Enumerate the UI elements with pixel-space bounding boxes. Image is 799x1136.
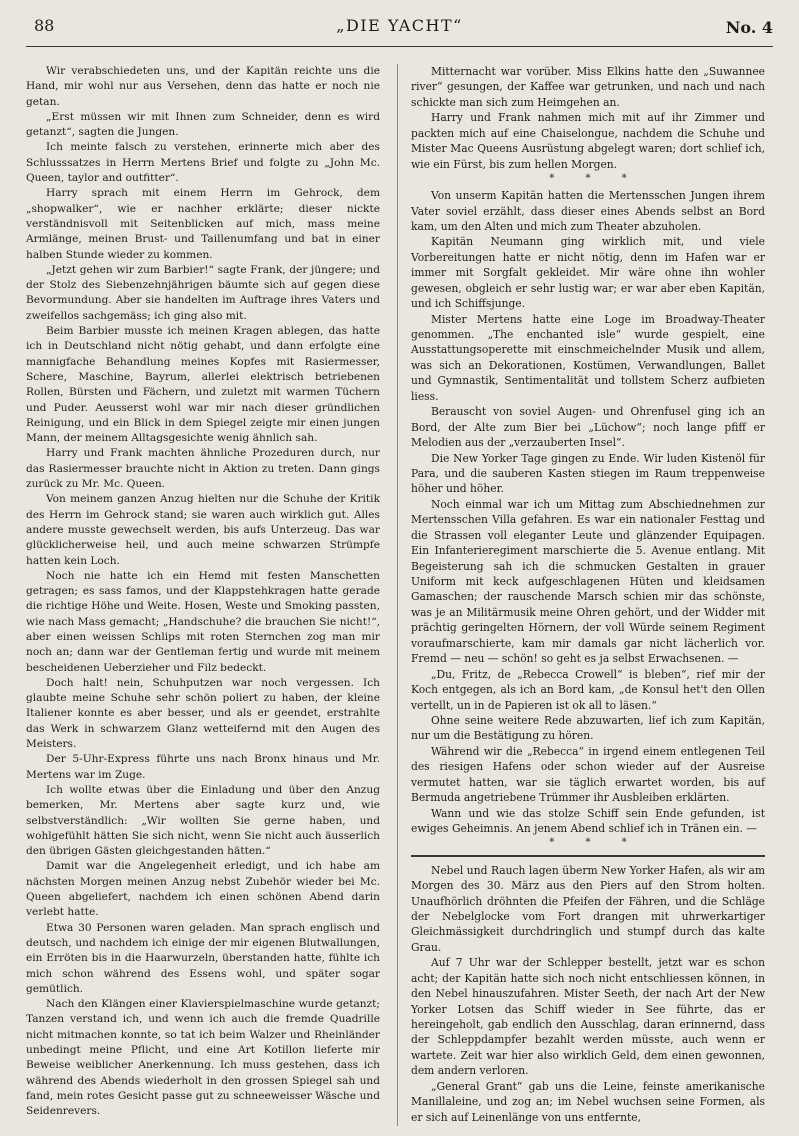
paragraph: Nach den Klängen einer Klavierspielmaschine wurde getanzt; Tanzen verstand ich, und wenn ich auch die fremde Quadrille nicht mitmachen konnte, so tat ich beim Walzer und Rheinländer unbedingt meine Pflicht, und eine Art Kotillon lieferte mir Beweise weiblicher Anerkennung. Ich muss gestehen, dass ich während des Abends wiederholt in den grossen Spiegel sah und fand, mein rotes Gesicht passe gut zu schneeweisser Wäsche und Seidenrevers. xyxy=(26,998,380,1118)
paragraph: Von meinem ganzen Anzug hielten nur die Schuhe der Kritik des Herrn im Gehrock stand; sie waren auch wirklich gut. Alles andere musste gewechselt werden, bis aufs Unterzeug. Das war glücklicherweise heil, und auch meine schwarzen Strümpfe hatten kein Loch. xyxy=(26,493,380,567)
running-header xyxy=(26,16,773,47)
paragraph: Die New Yorker Tage gingen zu Ende. Wir luden Kistenöl für Para, und die sauberen Kasten stiegen im Raum treppenweise höher und höher. xyxy=(411,451,765,496)
paragraph: Harry und Frank machten ähnliche Prozeduren durch, nur das Rasiermesser brauchte nicht in Aktion zu treten. Dann gings zurück zu Mr. Mc. Queen. xyxy=(26,447,380,491)
paragraph: Wann und wie das stolze Schiff sein Ende gefunden, ist ewiges Geheimnis. An jenem Abend schlief ich in Tränen ein. — xyxy=(411,806,765,835)
section-separator: * * * xyxy=(549,837,641,849)
paragraph: Ohne seine weitere Rede abzuwarten, lief ich zum Kapitän, nur um die Bestätigung zu hören. xyxy=(411,713,765,743)
paragraph: Ich wollte etwas über die Einladung und über den Anzug bemerken, Mr. Mertens aber sagte kurz und, wie selbstverständlich: „Wir wollten Sie gerne haben, und wohlgefühlt hätten Sie sich nicht, wenn Sie nicht auch äusserlich den übrigen Gästen gleichgestanden hätten.“ xyxy=(26,783,380,858)
paragraph: „Erst müssen wir mit Ihnen zum Schneider, denn es wird getanzt“, sagten die Jungen. xyxy=(26,110,380,139)
journal-title: „DIE YACHT“ xyxy=(336,16,463,35)
paragraph: Damit war die Angelegenheit erledigt, und ich habe am nächsten Morgen meinen Anzug nebst Zubehör wieder bei Mc. Queen abgeliefert, nachdem ich einen schönen Abend darin verlebt hatte. xyxy=(26,860,380,919)
paragraph: Doch halt! nein, Schuhputzen war noch vergessen. Ich glaubte meine Schuhe sehr schön poliert zu haben, der kleine Italiener konnte es aber besser, und als er geendet, erstrahlte das Werk in schwarzem Glanz wetteifernd mit den Augen des Meisters. xyxy=(26,676,380,751)
paragraph: Beim Barbier musste ich meinen Kragen ablegen, das hatte ich in Deutschland nicht nötig gehabt, und dann erfolgte eine mannigfache Behandlung meines Kopfes mit Rasiermesser, Schere, Maschine, Bayrum, allerlei elektrisch betriebenen Rollen, Bürsten und Fächern, und zuletzt mit warmen Tüchern und Puder. Aeusserst wohl war mir nach dieser gründlichen Reinigung, und ein Blick in dem Spiegel zeigte mir einen jungen Mann, der meinem Alltagsgesichte wenig ähnlich sah. xyxy=(26,325,380,445)
paragraph: Mister Mertens hatte eine Loge im Broadway-Theater genommen. „The enchanted isle“ wurde gespielt, eine Ausstattungsoperette mit einschmeichelnder Musik und allem, was sich an Dekorationen, Kostümen, Verwandlungen, Ballet und Gymnastik, Sentimentalität und tollstem Scherz aufbieten liess. xyxy=(411,312,765,403)
paragraph: Von unserm Kapitän hatten die Mertensschen Jungen ihrem Vater soviel erzählt, dass dieser eines Abends selbst an Bord kam, um den Alten und mich zum Theater abzuholen. xyxy=(411,189,765,233)
paragraph: Ich meinte falsch zu verstehen, erinnerte mich aber des Schlusssatzes in Herrn Mertens Brief und folgte zu „John Mc. Queen, taylor and outfitter“. xyxy=(26,141,380,185)
paragraph: Der 5-Uhr-Express führte uns nach Bronx hinaus und Mr. Mertens war im Zuge. xyxy=(26,753,380,781)
left-column xyxy=(26,64,380,1119)
paragraph: „Jetzt gehen wir zum Barbier!“ sagte Frank, der jüngere; und der Stolz des Siebenzehnjährigen bäumte sich auf gegen diese Bevormundung. Aber sie handelten im Auftrage ihres Vaters und zweifellos sachgemäss; ich ging also mit. xyxy=(26,263,380,322)
paragraph: Berauscht von soviel Augen- und Ohrenfusel ging ich an Bord, der Alte zum Bier bei „Lüchow“; noch lange pfiff er Melodien aus der „verzauberten Insel“. xyxy=(411,405,765,450)
paragraph: „General Grant“ gab uns die Leine, feinste amerikanische Manillaleine, und zog an; im Nebel wuchsen seine Formen, als er sich auf Leinenlänge von uns entfernte, xyxy=(411,1079,765,1124)
text-columns xyxy=(26,64,768,1130)
issue-number: No. 4 xyxy=(725,18,773,37)
section-separator: * * * xyxy=(549,173,641,185)
paragraph: Kapitän Neumann ging wirklich mit, und viele Vorbereitungen hatte er nicht nötig, denn im Hafen war er immer mit Sorgfalt gekleidet. Mir wäre ohne ihn wohler gewesen, obgleich er sehr lustig war; er war aber eben Kapitän, und ich Schiffsjunge. xyxy=(411,235,765,311)
paragraph: Mitternacht war vorüber. Miss Elkins hatte den „Suwannee river“ gesungen, der Kaffee war getrunken, und nach und nach schickte man sich zum Heimgehen an. xyxy=(411,65,765,109)
right-column xyxy=(411,64,765,1125)
paragraph: Noch nie hatte ich ein Hemd mit festen Manschetten getragen; es sass famos, und der Klappstehkragen hatte gerade die richtige Höhe und Weite. Hosen, Weste und Smoking passten, wie nach Mass gemacht; „Handschuhe? die brauchen Sie nicht!“, aber einen weissen Schlips mit roten Sternchen zog man mir noch an; dann war der Gentleman fertig und wurde mit meinem bescheidenen Ueberzieher und Filz bedeckt. xyxy=(26,569,380,674)
paragraph: Etwa 30 Personen waren geladen. Man sprach englisch und deutsch, und nachdem ich einige der mir eigenen Blutwallungen, ein Erröten bis in die Haarwurzeln, überstanden hatte, fühlte ich mich schon während des Essens wohl, und später sogar gemütlich. xyxy=(26,921,380,995)
paragraph: Harry sprach mit einem Herrn im Gehrock, dem „shopwalker“, wie er nachher erklärte; dieser nickte verständnisvoll mit Seitenblicken auf mich, mass meine Armlänge, meinen Brust- und Taillenumfang und bat in einer halben Stunde wieder zu kommen. xyxy=(26,187,380,261)
separator-rule xyxy=(411,855,765,856)
paragraph: Harry und Frank nahmen mich mit auf ihr Zimmer und packten mich auf eine Chaiselongue, nachdem die Schuhe und Mister Mac Queens Ausrüstung abgelegt waren; dort schlief ich, wie ein Fürst, bis zum hellen Morgen. xyxy=(411,111,765,171)
paragraph: Noch einmal war ich um Mittag zum Abschiednehmen zur Mertensschen Villa gefahren. Es war ein nationaler Festtag und die Strassen voll eleganter Leute und glänzender Equipagen. Ein Infanterieregiment marschierte die 5. Avenue entlang. Mit Begeisterung sah ich die schmucken Gestalten in grauer Uniform mit keck aufgeschlagenen Hüten und kleidsamen Gamaschen; der rauschende Marsch schien mir das schönste, was je an Militärmusik meine Ohren gehört, und der Widder mit prächtig geringelten Hörnern, der voll Würde seinem Regiment voraufmarschierte, kam mir damals gar nicht lächerlich vor. Fremd — neu — schön! so geht es ja selbst Erwachsenen. — xyxy=(411,497,765,666)
paragraph: „Du, Fritz, de „Rebecca Crowell“ is bleben“, rief mir der Koch entgegen, als ich an Bord kam, „de Konsul het't den Ollen vertellt, un in de Papieren ist ok all to läsen.“ xyxy=(411,667,765,712)
paragraph: Wir verabschiedeten uns, und der Kapitän reichte uns die Hand, mir wohl nur aus Versehen, denn das hatte er noch nie getan. xyxy=(26,65,380,108)
paragraph: Während wir die „Rebecca“ in irgend einem entlegenen Teil des riesigen Hafens oder schon wieder auf der Ausreise vermutet hatten, war sie täglich erwartet worden, bis auf Bermuda angetriebene Trümmer ihr Ausbleiben erklärten. xyxy=(411,744,765,805)
page-number: 88 xyxy=(34,16,55,35)
paragraph: Auf 7 Uhr war der Schlepper bestellt, jetzt war es schon acht; der Kapitän hatte sich noch nicht entschliessen können, in den Nebel hinauszufahren. Mister Seeth, der nach Art der New Yorker Lotsen das Schiff wieder in See führte, das er hereingeholt, gab endlich den Ausschlag, daran erinnernd, dass der Schleppdampfer bezahlt werden müsste, auch wenn er wartete. Zeit war hier also wirklich Geld, dem einen gewonnen, dem andern verloren. xyxy=(411,956,765,1078)
paragraph: Nebel und Rauch lagen überm New Yorker Hafen, als wir am Morgen des 30. März aus den Piers auf den Strom holten. Unaufhörlich dröhnten die Pfeifen der Fähren, und die Schläge der Nebelglocke vom Fort drangen mit uhrwerkartiger Gleichmässigkeit durchdringlich und stumpf durch das kalte Grau. xyxy=(411,863,765,954)
column-divider xyxy=(397,64,398,1126)
